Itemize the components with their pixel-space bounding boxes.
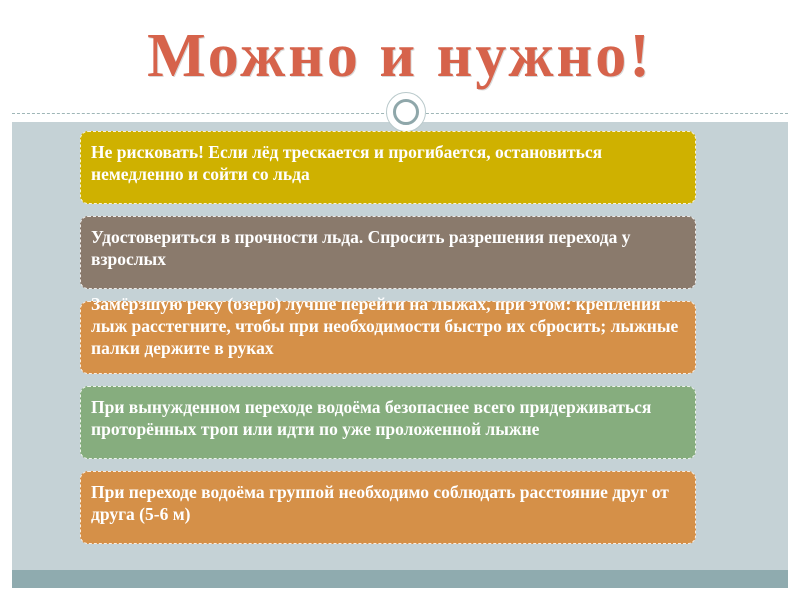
safety-panel-text: При переходе водоёма группой необходимо соблюдать расстояние друг от друга (5-6 м) (91, 482, 669, 524)
safety-panel-2 (80, 216, 696, 289)
safety-panel-1 (80, 131, 696, 204)
safety-panel-4 (80, 386, 696, 459)
safety-panel-text: Не рисковать! Если лёд трескается и прогибается, остановиться немедленно и сойти со льда (91, 142, 603, 184)
slide-title: Можно и нужно! (147, 22, 653, 90)
safety-panel-text: Удостовериться в прочности льда. Спросить разрешения перехода у взрослых (91, 227, 631, 269)
safety-panel-text: Замёрзшую реку (озеро) лучше перейти на лыжах, при этом: крепления лыж расстегните, чтобы при необходимости быстро их сбросить; лыжные палки держите в руках (91, 294, 679, 358)
safety-panel-text: При вынужденном переходе водоёма безопаснее всего придерживаться проторённых троп или идти по уже проложенной лыжне (91, 397, 652, 439)
safety-panel-5 (80, 471, 696, 544)
safety-panel-3 (80, 294, 696, 374)
circle-ornament-icon (386, 92, 426, 132)
bottom-bar (12, 570, 788, 588)
